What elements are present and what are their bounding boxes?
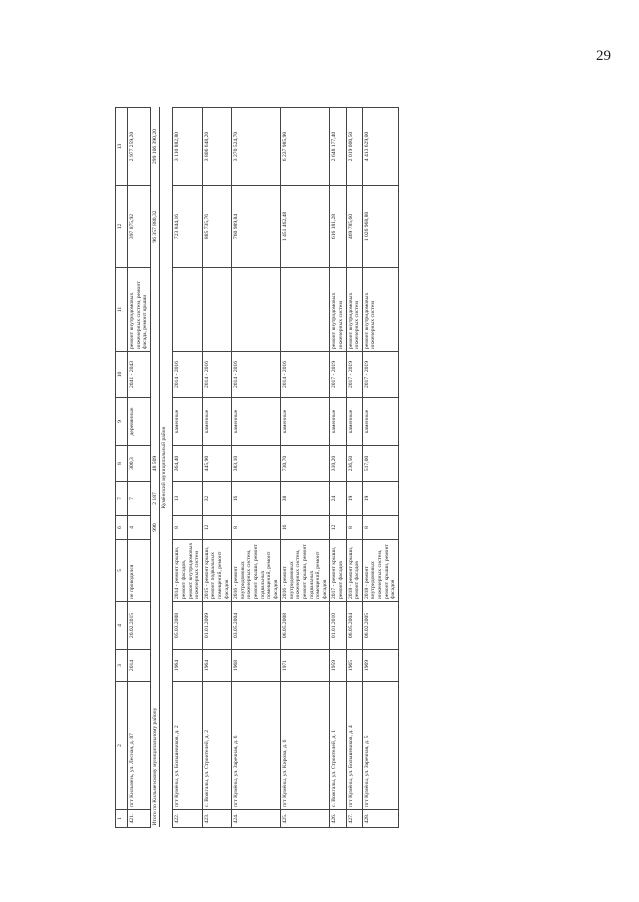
row-period: 2014 - 2016 [281, 352, 330, 398]
col-header: 9 [116, 398, 128, 446]
total-area: 48 509 [150, 446, 160, 482]
row-wall-material: каменные [232, 398, 281, 446]
total-label: Итого по Кильмезскому муниципальному району [150, 540, 160, 828]
row-area: 236,50 [346, 446, 362, 482]
row-period: 2017 - 2019 [330, 352, 346, 398]
district-rows [173, 108, 398, 828]
header-row [116, 108, 128, 828]
table-row [128, 108, 151, 828]
row-period: 2017 - 2019 [362, 352, 398, 398]
row-cost-total: 4 413 629,00 [362, 108, 398, 186]
row-repair-history: 2014 - ремонт крыши, ремонт фасадов, ремонт внутридомовых инженерных систем [173, 540, 202, 602]
row-cost: 1 451 462,48 [281, 186, 330, 268]
total-row [150, 108, 160, 828]
row-number: 424. [232, 810, 281, 828]
row-cost: 885 735,76 [202, 186, 231, 268]
col-header: 4 [116, 602, 128, 650]
row-cost: 397 875,92 [128, 186, 151, 268]
row-year-built: 2014 [128, 650, 151, 682]
row-repair-history: не проводился [128, 540, 151, 602]
row-floors: 4 [128, 516, 151, 540]
row-cost: 760 989,84 [232, 186, 281, 268]
row-address: пгт Кумёны, ул. Заречная, д. 6 [232, 682, 281, 810]
row-works: ремонт внутридомовых инженерных систем [330, 268, 346, 352]
row-entrances: 7 [128, 482, 151, 516]
col-header: 6 [116, 516, 128, 540]
row-works [173, 268, 202, 352]
row-works: ремонт внутридомовых инженерных систем [362, 268, 398, 352]
table-row [330, 108, 346, 828]
row-number: 427. [346, 810, 362, 828]
row-area: 517,00 [362, 446, 398, 482]
rotated-table-sheet [115, 108, 525, 828]
row-year-built: 1959 [330, 650, 346, 682]
row-works [232, 268, 281, 352]
table-row [281, 108, 330, 828]
col-header: 3 [116, 650, 128, 682]
row-date: 20.02.2015 [128, 602, 151, 650]
row-cost: 469 785,60 [346, 186, 362, 268]
row-wall-material: каменные [362, 398, 398, 446]
row-cost-total: 6 237 985,90 [281, 108, 330, 186]
col-header: 12 [116, 186, 128, 268]
row-number: 421. [128, 810, 151, 828]
row-wall-material: каменные [202, 398, 231, 446]
table-row [173, 108, 202, 828]
total-cost-total: 299 106 390,20 [150, 108, 160, 186]
row-period: 2041 - 2043 [128, 352, 151, 398]
section-row [160, 108, 173, 828]
row-repair-history: 2016 - ремонт внутридомовых инженерных систем, ремонт крыши, ремонт подвальных помещений, ремонт фасадов [232, 540, 281, 602]
row-cost: 616 181,28 [330, 186, 346, 268]
row-repair-history: 2015 - ремонт крыши, ремонт подвальных помещений, ремонт фасадов [202, 540, 231, 602]
page-number: 29 [596, 48, 611, 64]
row-cost: 1 026 968,80 [362, 186, 398, 268]
row-floors: 8 [232, 516, 281, 540]
row-cost: 723 844,16 [173, 186, 202, 268]
row-address: с. Вожгалы, ул. Строителей, д. 2 [202, 682, 231, 810]
row-address: пгт Кумёны, ул. Заречная, д. 5 [362, 682, 398, 810]
row-entrances: 19 [362, 482, 398, 516]
row-year-built: 1964 [202, 650, 231, 682]
row-repair-history: 2018 - ремонт крыши, ремонт фасадов [346, 540, 362, 602]
row-entrances: 24 [330, 482, 346, 516]
row-works: ремонт внутридомовых инженерных систем, ремонт фасада, ремонт крыши [128, 268, 151, 352]
row-cost-total: 2 019 000,50 [346, 108, 362, 186]
row-area: 730,70 [281, 446, 330, 482]
row-period: 2014 - 2016 [173, 352, 202, 398]
row-cost-total: 2 977 259,20 [128, 108, 151, 186]
row-period: 2014 - 2016 [202, 352, 231, 398]
row-date: 06.05.2004 [346, 602, 362, 650]
row-floors: 12 [330, 516, 346, 540]
col-header: 13 [116, 108, 128, 186]
row-year-built: 1971 [281, 650, 330, 682]
row-floors: 8 [346, 516, 362, 540]
row-period: 2014 - 2016 [232, 352, 281, 398]
row-repair-history: 2018 - ремонт внутридомовых инженерных систем, ремонт крыши, ремонт фасадов [362, 540, 398, 602]
row-address: с. Вожгалы, ул. Строителей, д. 1 [330, 682, 346, 810]
table-row [202, 108, 231, 828]
total-cost: 96 357 880,32 [150, 186, 160, 268]
row-works [281, 268, 330, 352]
row-year-built: 1969 [362, 650, 398, 682]
row-wall-material: каменные [330, 398, 346, 446]
row-wall-material: деревянные [128, 398, 151, 446]
row-entrances: 16 [232, 482, 281, 516]
row-date: 01.01.2010 [330, 602, 346, 650]
table-row [362, 108, 398, 828]
total-entrances: 2 187 [150, 482, 160, 516]
row-cost-total: 3 110 882,80 [173, 108, 202, 186]
row-area: 364,40 [173, 446, 202, 482]
row-repair-history: 2017 - ремонт крыши, ремонт фасадов [330, 540, 346, 602]
row-area: 383,10 [232, 446, 281, 482]
row-works [202, 268, 231, 352]
row-period: 2017 - 2019 [346, 352, 362, 398]
table-row [346, 108, 362, 828]
row-floors: 8 [362, 516, 398, 540]
row-number: 428. [362, 810, 398, 828]
row-year-built: 1968 [232, 650, 281, 682]
row-wall-material: каменные [346, 398, 362, 446]
row-address: пгт Кумёны, ул. Большевиков, д. 2 [173, 682, 202, 810]
row-entrances: 32 [202, 482, 231, 516]
row-floors: 16 [281, 516, 330, 540]
row-entrances: 13 [173, 482, 202, 516]
row-date: 06.05.2008 [281, 602, 330, 650]
row-date: 03.05.2004 [232, 602, 281, 650]
col-header: 10 [116, 352, 128, 398]
row-wall-material: каменные [281, 398, 330, 446]
col-header: 8 [116, 446, 128, 482]
col-header: 7 [116, 482, 128, 516]
row-floors: 12 [202, 516, 231, 540]
housing-repair-table [115, 107, 399, 828]
row-address: пгт Кумёны, ул. Кирова, д. 6 [281, 682, 330, 810]
row-number: 425. [281, 810, 330, 828]
table-row [232, 108, 281, 828]
row-date: 05.03.2008 [173, 602, 202, 650]
row-address: пгт Кильмезь, ул. Лесная, д. 87 [128, 682, 151, 810]
row-address: пгт Кумёны, ул. Большевиков, д. 4 [346, 682, 362, 810]
col-header: 11 [116, 268, 128, 352]
col-header: 2 [116, 682, 128, 810]
col-header: 1 [116, 810, 128, 828]
section-title: Кумёнский муниципальный район [160, 108, 173, 828]
row-area: 300,3 [128, 446, 151, 482]
row-works: ремонт внутридомовых инженерных систем [346, 268, 362, 352]
row-area: 310,20 [330, 446, 346, 482]
row-entrances: 38 [281, 482, 330, 516]
row-number: 422. [173, 810, 202, 828]
row-year-built: 1964 [173, 650, 202, 682]
row-year-built: 1965 [346, 650, 362, 682]
row-cost-total: 3 270 524,70 [232, 108, 281, 186]
col-header: 5 [116, 540, 128, 602]
row-number: 423. [202, 810, 231, 828]
row-entrances: 19 [346, 482, 362, 516]
row-date: 01.01.2009 [202, 602, 231, 650]
row-number: 426. [330, 810, 346, 828]
row-wall-material: каменные [173, 398, 202, 446]
row-cost-total: 3 806 648,20 [202, 108, 231, 186]
row-area: 445,90 [202, 446, 231, 482]
row-date: 06.02.2005 [362, 602, 398, 650]
row-floors: 8 [173, 516, 202, 540]
total-floors: 990 [150, 516, 160, 540]
row-cost-total: 2 648 177,40 [330, 108, 346, 186]
row-repair-history: 2016 - ремонт внутридомовых инженерных систем, ремонт крыши, ремонт подвальных помещений, ремонт фасадов [281, 540, 330, 602]
